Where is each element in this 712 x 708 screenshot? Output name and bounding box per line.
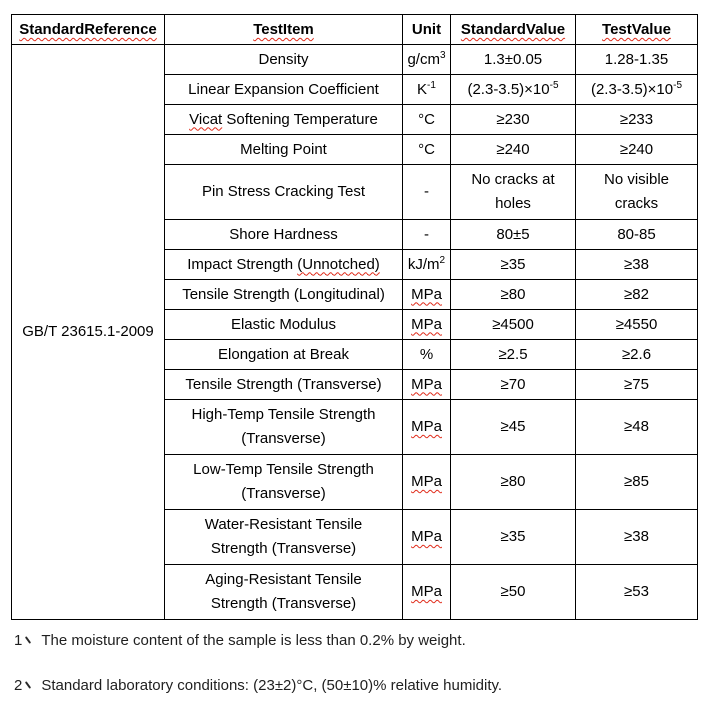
test-value-cell — [576, 75, 698, 105]
ideographic-comma-icon — [24, 634, 33, 645]
cell-text: - — [424, 183, 429, 200]
test-value-cell — [576, 165, 698, 220]
cell-text: -1 — [427, 79, 436, 91]
test-value-cell — [576, 310, 698, 340]
standard-value-cell — [451, 340, 576, 370]
test-value-cell — [576, 135, 698, 165]
note-marker: 1 — [14, 632, 23, 649]
test-item-cell — [165, 165, 403, 220]
unit-cell — [403, 280, 451, 310]
cell-text: Pin Stress Cracking Test — [201, 183, 366, 200]
test-item-cell — [165, 510, 403, 565]
standard-reference-cell — [12, 45, 165, 620]
table-row — [12, 45, 698, 75]
cell-text: Elongation at Break — [218, 345, 349, 363]
unit-cell — [403, 370, 451, 400]
misspelled-text: MPa — [411, 315, 442, 333]
spec-table — [11, 14, 698, 620]
column-header-test_item — [165, 15, 403, 45]
standard-value-cell — [451, 220, 576, 250]
unit-cell — [403, 510, 451, 565]
cell-text: °C — [418, 110, 435, 128]
cell-text: 2 — [439, 254, 446, 266]
unit-cell — [403, 165, 451, 220]
unit-cell — [403, 565, 451, 620]
test-item-cell — [165, 370, 403, 400]
test-value-cell — [576, 340, 698, 370]
cell-text: K — [417, 80, 428, 98]
test-item-cell — [165, 75, 403, 105]
cell-text: 1.28-1.35 — [604, 50, 669, 68]
misspelled-text: MPa — [411, 375, 442, 393]
cell-text: Melting Point — [240, 140, 327, 158]
note-text: Standard laboratory conditions: (23±2)°C, (50±10)% relative humidity. — [41, 677, 503, 694]
cell-text: kJ/m — [407, 255, 440, 273]
note-1 — [14, 630, 704, 651]
cell-text: ≥53 — [624, 583, 649, 600]
test-item-cell — [165, 455, 403, 510]
column-header-standard_reference — [12, 15, 165, 45]
standard-value-cell — [451, 105, 576, 135]
column-header-unit — [403, 15, 451, 45]
unit-cell — [403, 75, 451, 105]
column-header-label: StandardValue — [460, 21, 566, 38]
cell-text: 80±5 — [496, 225, 530, 243]
table-header-row — [12, 15, 698, 45]
cell-text: Elastic Modulus — [230, 315, 337, 333]
unit-cell — [403, 400, 451, 455]
test-value-cell — [576, 510, 698, 565]
unit-cell — [403, 340, 451, 370]
note-text: The moisture content of the sample is less than 0.2% by weight. — [41, 632, 466, 649]
cell-text: Tensile Strength (Transverse) — [185, 375, 382, 393]
cell-text: ≥82 — [624, 285, 649, 303]
test-value-cell — [576, 370, 698, 400]
test-item-cell — [165, 250, 403, 280]
cell-text: % — [419, 345, 434, 363]
test-value-cell — [576, 400, 698, 455]
misspelled-text: (Unnotched) — [297, 255, 380, 273]
cell-text: ≥70 — [500, 375, 526, 393]
cell-text: Shore Hardness — [229, 225, 338, 243]
cell-text: ≥50 — [500, 583, 526, 600]
cell-text: (Transverse) — [241, 430, 326, 447]
notes-section — [14, 630, 704, 708]
cell-text: (2.3-3.5)×10 — [467, 80, 550, 98]
cell-text: -5 — [673, 79, 683, 91]
test-item-cell — [165, 400, 403, 455]
test-value-cell — [576, 45, 698, 75]
cell-text: High-Temp Tensile Strength — [191, 406, 376, 423]
unit-cell — [403, 455, 451, 510]
note-marker: 2 — [14, 677, 23, 694]
cell-text: ≥233 — [619, 110, 654, 128]
cell-text: (Transverse) — [241, 485, 326, 502]
cell-text: Softening Temperature — [222, 110, 378, 128]
cell-text: ≥75 — [624, 375, 649, 393]
cell-text: -5 — [549, 79, 559, 91]
cell-text: Water-Resistant Tensile — [204, 516, 363, 533]
test-value-cell — [576, 105, 698, 135]
test-item-cell — [165, 105, 403, 135]
column-header-label: TestItem — [253, 21, 314, 38]
cell-text: 3 — [439, 49, 446, 61]
unit-cell — [403, 220, 451, 250]
cell-text: Strength (Transverse) — [210, 540, 357, 557]
standard-value-cell — [451, 280, 576, 310]
misspelled-text: MPa — [411, 418, 442, 435]
test-value-cell — [576, 280, 698, 310]
cell-text: Low-Temp Tensile Strength — [193, 461, 374, 478]
unit-cell — [403, 250, 451, 280]
cell-text: No visible — [603, 171, 670, 188]
cell-text: ≥2.6 — [621, 345, 652, 363]
cell-text: holes — [495, 195, 531, 212]
test-item-cell — [165, 220, 403, 250]
cell-text: cracks — [614, 195, 659, 212]
cell-text: Strength (Transverse) — [210, 595, 357, 612]
unit-cell — [403, 45, 451, 75]
cell-text: Impact Strength — [187, 255, 298, 273]
test-item-cell — [165, 565, 403, 620]
table-header — [12, 15, 698, 45]
test-value-cell — [576, 455, 698, 510]
standard-value-cell — [451, 455, 576, 510]
cell-text: ≥80 — [500, 285, 526, 303]
test-item-cell — [165, 340, 403, 370]
cell-text: ≥240 — [496, 140, 530, 158]
cell-text: 1.3±0.05 — [483, 50, 543, 68]
column-header-label: TestValue — [602, 21, 671, 38]
unit-cell — [403, 135, 451, 165]
standard-value-cell — [451, 75, 576, 105]
standard-value-cell — [451, 310, 576, 340]
cell-text: ≥38 — [624, 528, 649, 545]
cell-text: ≥4550 — [615, 315, 658, 333]
misspelled-text: Vicat — [189, 110, 223, 128]
misspelled-text: MPa — [411, 285, 442, 303]
cell-text: ≥80 — [500, 473, 526, 490]
unit-cell — [403, 105, 451, 135]
column-header-label: StandardReference — [19, 21, 157, 38]
test-item-cell — [165, 45, 403, 75]
cell-text: Linear Expansion Coefficient — [188, 80, 379, 98]
cell-text: ≥35 — [500, 255, 526, 273]
misspelled-text: MPa — [411, 583, 442, 600]
cell-text: (2.3-3.5)×10 — [590, 80, 674, 98]
cell-text: ≥240 — [619, 140, 654, 158]
standard-value-cell — [451, 135, 576, 165]
standard-reference-text: GB/T 23615.1-2009 — [22, 323, 154, 340]
cell-text: ≥4500 — [492, 315, 534, 333]
column-header-standard_value — [451, 15, 576, 45]
cell-text: No cracks at — [471, 171, 555, 188]
cell-text: Tensile Strength (Longitudinal) — [182, 285, 385, 303]
column-header-label: Unit — [411, 21, 442, 38]
misspelled-text: MPa — [411, 528, 442, 545]
column-header-test_value — [576, 15, 698, 45]
cell-text: ≥48 — [624, 418, 649, 435]
cell-text: ≥2.5 — [498, 345, 528, 363]
standard-value-cell — [451, 370, 576, 400]
cell-text: ≥45 — [500, 418, 526, 435]
cell-text: Density — [258, 50, 309, 68]
test-item-cell — [165, 280, 403, 310]
test-item-cell — [165, 135, 403, 165]
standard-value-cell — [451, 510, 576, 565]
standard-value-cell — [451, 45, 576, 75]
test-value-cell — [576, 250, 698, 280]
ideographic-comma-icon — [24, 679, 33, 690]
cell-text: ≥38 — [624, 255, 649, 273]
cell-text: 80-85 — [617, 225, 656, 243]
cell-text: - — [424, 225, 429, 243]
cell-text: g/cm — [407, 50, 440, 68]
test-item-cell — [165, 310, 403, 340]
test-value-cell — [576, 565, 698, 620]
note-2 — [14, 675, 704, 696]
cell-text: ≥230 — [496, 110, 530, 128]
misspelled-text: MPa — [411, 473, 442, 490]
cell-text: °C — [418, 140, 435, 158]
cell-text: ≥85 — [624, 473, 649, 490]
standard-value-cell — [451, 400, 576, 455]
test-value-cell — [576, 220, 698, 250]
table-body — [12, 45, 698, 620]
unit-cell — [403, 310, 451, 340]
cell-text: ≥35 — [500, 528, 526, 545]
standard-value-cell — [451, 250, 576, 280]
standard-value-cell — [451, 565, 576, 620]
cell-text: Aging-Resistant Tensile — [205, 571, 362, 588]
standard-value-cell — [451, 165, 576, 220]
